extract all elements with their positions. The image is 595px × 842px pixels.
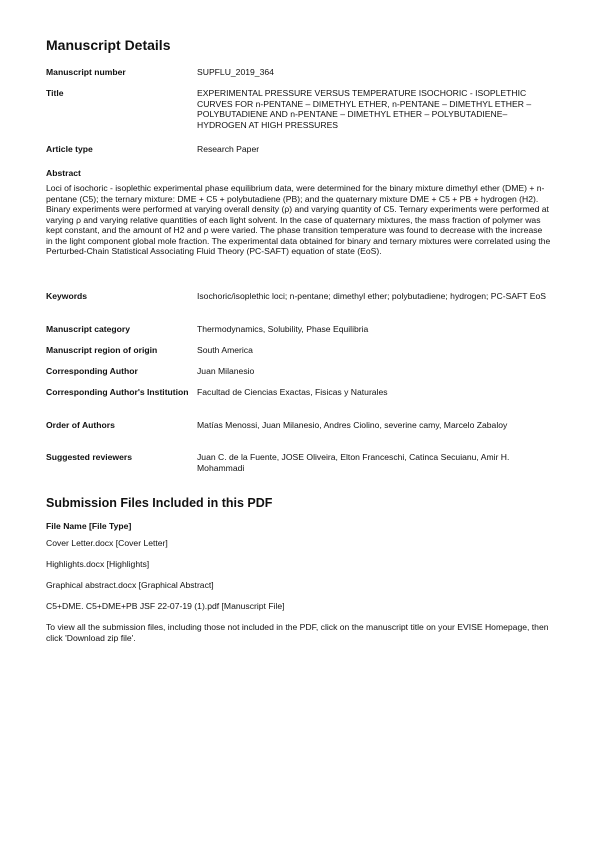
detail-label: Corresponding Author's Institution: [46, 387, 189, 397]
detail-value: Isochoric/isoplethic loci; n-pentane; dimethyl ether; polybutadiene; hydrogen; PC-SAFT EoS: [197, 291, 547, 301]
detail-label: Keywords: [46, 291, 88, 301]
detail-value: South America: [197, 345, 253, 355]
detail-label: Suggested reviewers: [46, 452, 132, 462]
abstract-text: Loci of isochoric - isoplethic experimental phase equilibrium data, were determined for the binary mixture dimethyl ether (DME) + n-pentane (C5); the ternary mixture: DME + C5 + polybutadiene (PB); and the quaternary mixture DME + C5 + PB + hydrogen (H2). Binary experiments were performed at varying overall density (ρ) and varying quantity of C5. Ternary experiments were performed at varying ρ and varying relative quantities of each light solvent. In the case of quaternary mixtures, the mass fraction of polymer was kept constant, and the amount of H2 and ρ were varied. The phase transition temperature was found to decrease with the increase in the light component global mole fraction. The experimental data obtained for binary and ternary mixtures were correlated using the Perturbed-Chain Statistical Associating Fluid Theory (PC-SAFT) equation of state (EoS).: [46, 183, 551, 256]
detail-value: EXPERIMENTAL PRESSURE VERSUS TEMPERATURE ISOCHORIC - ISOPLETHIC CURVES FOR n-PENTANE – DIMETHYL ETHER, n-PENTANE – DIMETHYL ETHER – POLYBUTADIENE AND n-PENTANE – DIMETHYL ETHER – POLYBUTADIENE– HYDROGEN AT HIGH PRESSURES: [197, 88, 532, 130]
detail-label: Manuscript category: [46, 324, 131, 334]
detail-value: Juan Milanesio: [197, 366, 255, 376]
detail-label: Manuscript number: [46, 67, 126, 77]
abstract-heading: Abstract: [46, 168, 81, 178]
detail-value: SUPFLU_2019_364: [197, 67, 274, 77]
detail-label: Order of Authors: [46, 420, 115, 430]
detail-label: Title: [46, 88, 64, 98]
detail-value: Research Paper: [197, 144, 260, 154]
file-item-manuscript: C5+DME. C5+DME+PB JSF 22-07-19 (1).pdf [Manuscript File]: [46, 601, 285, 611]
file-item-graphical-abstract: Graphical abstract.docx [Graphical Abstract]: [46, 580, 214, 590]
detail-label: Manuscript region of origin: [46, 345, 158, 355]
file-item-highlights: Highlights.docx [Highlights]: [46, 559, 150, 569]
page-title: Manuscript Details: [46, 37, 171, 53]
files-heading: Submission Files Included in this PDF: [46, 496, 273, 510]
detail-label: Article type: [46, 144, 93, 154]
detail-value: Thermodynamics, Solubility, Phase Equilibria: [197, 324, 369, 334]
file-item-cover-letter: Cover Letter.docx [Cover Letter]: [46, 538, 168, 548]
detail-value: Facultad de Ciencias Exactas, Fisicas y Naturales: [197, 387, 388, 397]
files-column-header: File Name [File Type]: [46, 521, 132, 531]
detail-label: Corresponding Author: [46, 366, 138, 376]
detail-value: Matías Menossi, Juan Milanesio, Andres Ciolino, severine camy, Marcelo Zabaloy: [197, 420, 508, 430]
files-note: To view all the submission files, including those not included in the PDF, click on the manuscript title on your EVISE Homepage, then click 'Download zip file'.: [46, 622, 549, 643]
detail-value: Juan C. de la Fuente, JOSE Oliveira, Elton Franceschi, Catinca Secuianu, Amir H. Mohammadi: [197, 452, 510, 473]
